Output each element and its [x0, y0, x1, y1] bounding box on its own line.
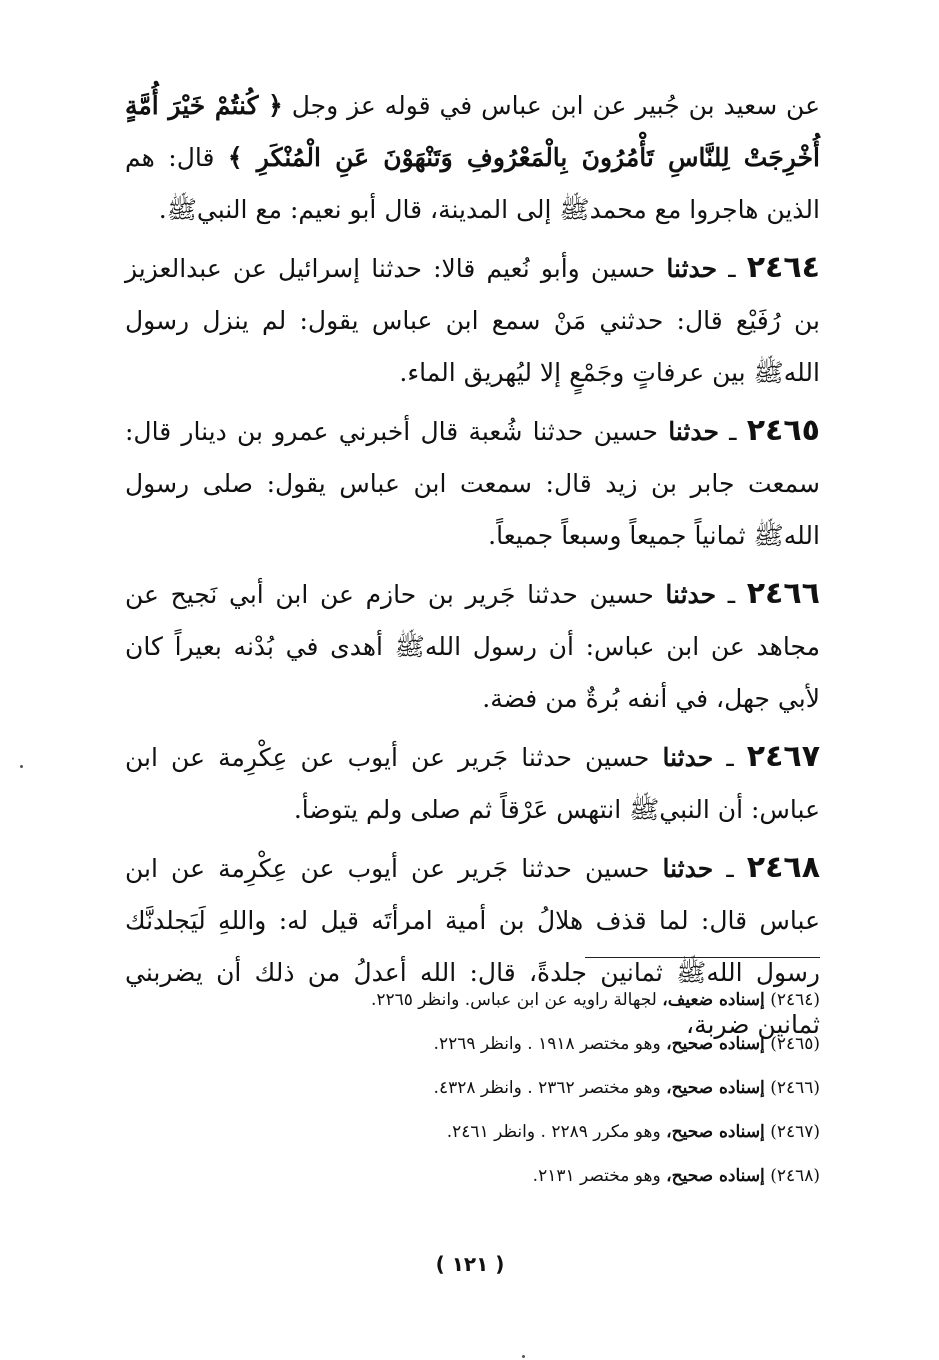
footnote-note: لجهالة راويه عن ابن عباس. وانظر ٢٢٦٥. — [370, 990, 663, 1010]
footnote-ref: (٢٤٦٧) — [770, 1122, 820, 1142]
footnote-note: وهو مختصر ٢٣٦٢ . وانظر ٤٣٢٨. — [433, 1078, 667, 1098]
footnote-note: وهو مختصر ١٩١٨ . وانظر ٢٢٦٩. — [433, 1034, 667, 1054]
haddathana-word: حدثنا — [665, 580, 717, 609]
hadith-number: ٢٤٦٨ — [746, 850, 821, 885]
footnotes — [160, 978, 820, 1198]
hadith-text: حسين حدثنا جَرير بن حازم عن ابن أبي نَجيح عن مجاهد عن ابن عباس: أن رسول اللهﷺ أهدى في بُدْنه بعيراً كان لأبي جهل، في أنفه بُرةٌ من فضة. — [125, 580, 820, 713]
haddathana-word: حدثنا — [668, 417, 719, 446]
hadith-dash: ـ — [717, 254, 747, 283]
footnote-ref: (٢٤٦٤) — [770, 990, 820, 1010]
hadith-continuation — [125, 80, 820, 236]
hadith-number: ٢٤٦٥ — [746, 413, 820, 448]
haddathana-word: حدثنا — [662, 743, 714, 772]
hadith-number: ٢٤٦٦ — [746, 576, 820, 611]
hadith-dash: ـ — [713, 854, 747, 883]
hadith-2467 — [125, 731, 820, 836]
footnote-note: وهو مكرر ٢٢٨٩ . وانظر ٢٤٦١. — [446, 1122, 667, 1142]
footnote-2468 — [160, 1154, 820, 1198]
footnote-grade: إسناده صحيح، — [666, 1034, 765, 1054]
footnote-ref: (٢٤٦٨) — [770, 1166, 820, 1186]
footnote-grade: إسناده ضعيف، — [662, 990, 765, 1010]
footnote-2467 — [160, 1110, 820, 1154]
footnote-ref: (٢٤٦٦) — [770, 1078, 820, 1098]
scan-speck — [522, 1355, 525, 1358]
haddathana-word: حدثنا — [662, 854, 714, 883]
main-text — [125, 80, 820, 1051]
hadith-text: حسين وأبو نُعيم قالا: حدثنا إسرائيل عن عبدالعزيز بن رُفَيْع قال: حدثني مَنْ سمع ابن عباس يقول: لم ينزل رسول اللهﷺ بين عرفاتٍ وجَمْعٍ إلا ليُهريق الماء. — [125, 254, 820, 387]
hadith-dash: ـ — [716, 580, 747, 609]
hadith-2466 — [125, 568, 820, 725]
hadith-text: حسين حدثنا جَرير عن أيوب عن عِكْرِمة عن ابن عباس: أن النبيﷺ انتهس عَرْقاً ثم صلى ولم يتوضأ. — [125, 743, 820, 824]
haddathana-word: حدثنا — [666, 254, 718, 283]
footnote-2464 — [160, 978, 820, 1022]
footnote-ref: (٢٤٦٥) — [770, 1034, 820, 1054]
hadith-dash: ـ — [713, 743, 747, 772]
scan-speck — [20, 765, 23, 768]
continuation-text-start: عن سعيد بن جُبير عن ابن عباس في قوله عز وجل — [282, 91, 821, 120]
footnote-grade: إسناده صحيح، — [666, 1122, 765, 1142]
continuation-text-end: قال: هم الذين هاجروا مع محمدﷺ إلى المدينة، قال أبو نعيم: مع النبيﷺ. — [125, 143, 820, 224]
hadith-number: ٢٤٦٤ — [746, 250, 820, 285]
hadith-number: ٢٤٦٧ — [746, 739, 821, 774]
quran-verse: ﴿ كُنتُمْ خَيْرَ أُمَّةٍ أُخْرِجَتْ لِلنَّاسِ تَأْمُرُونَ بِالْمَعْرُوفِ وَتَنْهَوْنَ عَنِ الْمُنْكَرِ ﴾ — [125, 91, 820, 172]
footnote-2465 — [160, 1022, 820, 1066]
hadith-2465 — [125, 405, 820, 562]
hadith-dash: ـ — [718, 417, 747, 446]
footnote-grade: إسناده صحيح، — [666, 1166, 765, 1186]
footnote-grade: إسناده صحيح، — [666, 1078, 765, 1098]
footnote-separator — [585, 957, 820, 958]
footnote-note: وهو مختصر ٢١٣١. — [532, 1166, 667, 1186]
hadith-text: حسين حدثنا جَرير عن أيوب عن عِكْرِمة عن ابن عباس قال: لما قذف هلالُ بن أمية امرأتَه قيل له: واللهِ لَيَجلدنَّك رسول اللهﷺ ثمانين جلدةً، قال: الله أعدلُ من ذلك أن يضربني ثمانين ضربة، — [125, 854, 820, 1039]
footnote-2466 — [160, 1066, 820, 1110]
page-number: ( ١٢١ ) — [435, 1252, 505, 1276]
hadith-2464 — [125, 242, 820, 399]
hadith-text: حسين حدثنا شُعبة قال أخبرني عمرو بن دينار قال: سمعت جابر بن زيد قال: سمعت ابن عباس يقول: صلى رسول اللهﷺ ثمانياً جميعاً وسبعاً جميعاً. — [125, 417, 820, 550]
